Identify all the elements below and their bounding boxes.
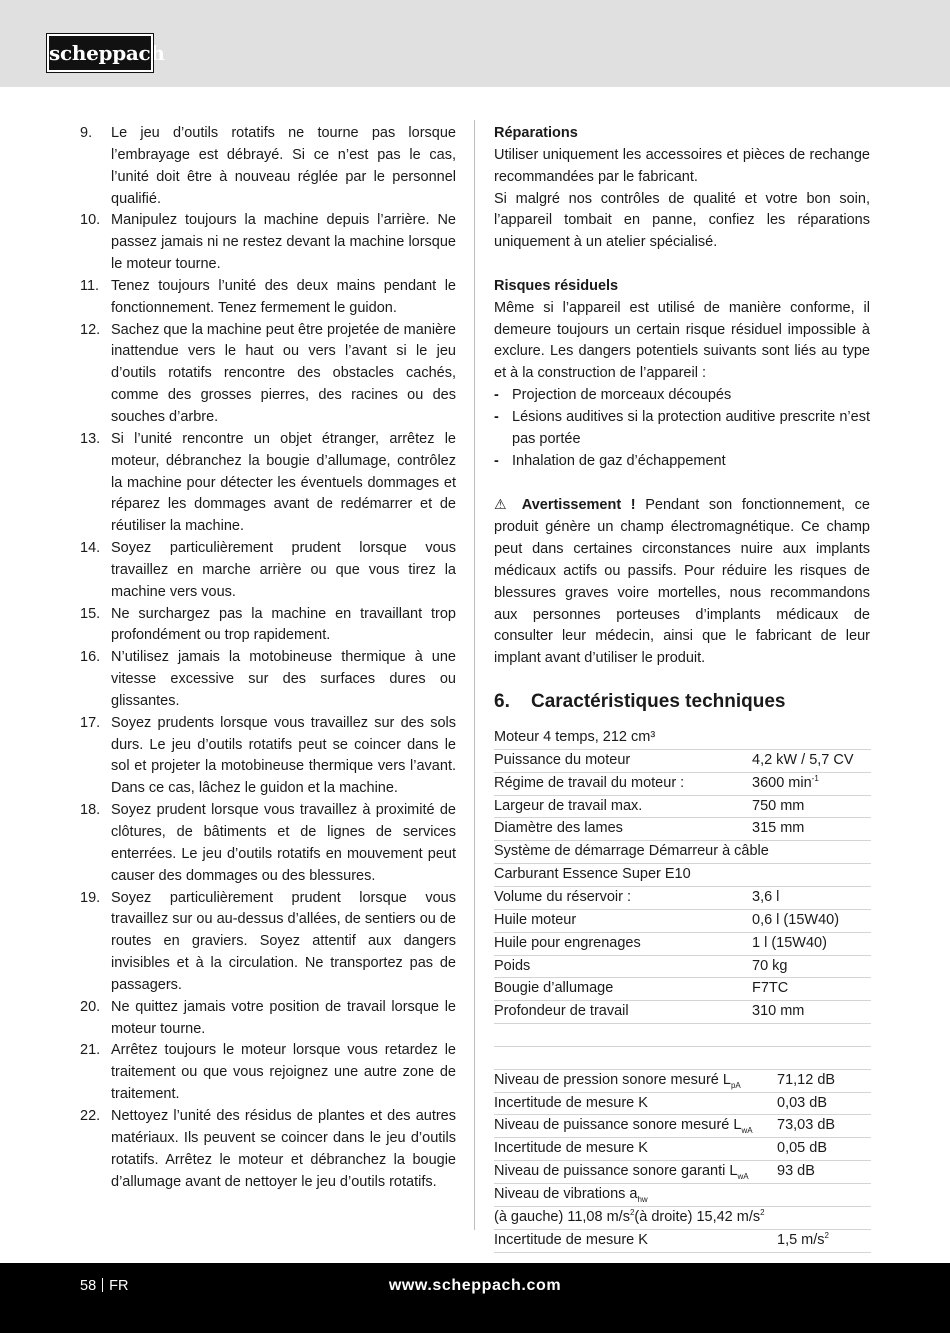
safety-item	[80, 1040, 456, 1106]
safety-item-text: Nettoyez l’unité des résidus de plantes et des autres matériaux. Ils peuvent se coincer dans le jeu d’outils rotatifs. Arrêtez le moteur et débranchez la bougie d’allumage avant de nettoyer le jeu d’outils rotatifs.	[111, 1107, 456, 1190]
spec-table	[494, 727, 871, 1047]
safety-list	[80, 123, 456, 1193]
safety-item-text: Ne quittez jamais votre position de travail lorsque le moteur tourne.	[111, 998, 456, 1037]
table-row	[494, 841, 871, 864]
noise-value: 0,05 dB	[777, 1138, 871, 1161]
safety-item	[80, 276, 456, 320]
safety-item-number: 9.	[80, 125, 93, 141]
spec-value: 315 mm	[752, 818, 871, 841]
safety-item	[80, 888, 456, 997]
table-row	[494, 818, 871, 841]
table-row	[494, 795, 871, 818]
safety-item-number: 11.	[80, 277, 100, 294]
safety-item-text: Ne surchargez pas la machine en travaillant trop profondément ou trop rapidement.	[111, 605, 456, 644]
page-footer	[0, 1263, 950, 1333]
spec-label: Largeur de travail max.	[494, 795, 752, 818]
vibration-table	[494, 1184, 871, 1253]
safety-item	[80, 429, 456, 538]
safety-item	[80, 997, 456, 1041]
noise-value: 73,03 dB	[777, 1115, 871, 1138]
spec-value: 1 l (15W40)	[752, 932, 871, 955]
safety-item-text: Soyez prudents lorsque vous travaillez sur des sols durs. Le jeu d’outils rotatifs peut se coincer dans le sol et projeter la motobineuse thermique vers l’avant. Dans ce cas, lâchez le guidon et la machine.	[111, 714, 456, 797]
spec-label: Système de démarrage Démarreur à câble	[494, 841, 871, 864]
table-row	[494, 1069, 871, 1092]
spec-label: Régime de travail du moteur :	[494, 772, 752, 795]
table-row	[494, 1001, 871, 1024]
table-row	[494, 1092, 871, 1115]
table-row	[494, 887, 871, 910]
safety-item-number: 15.	[80, 605, 101, 622]
table-row	[494, 1138, 871, 1161]
spec-value: 0,6 l (15W40)	[752, 909, 871, 932]
residual-risks-heading: Risques résiduels	[494, 277, 619, 294]
column-divider	[474, 120, 475, 1230]
list-item: - Lésions auditives si la protection auditive prescrite n’est pas portée	[494, 408, 870, 447]
spec-value: 70 kg	[752, 955, 871, 978]
safety-item-text: Arrêtez toujours le moteur lorsque vous retardez le traitement ou que vous rejoignez une autre zone de traitement.	[111, 1042, 456, 1103]
warning-text: Pendant son fonctionnement, ce produit génère un champ électromagnétique. Ce champ peut dans certaines circonstances nuire aux implants médicaux actifs ou passifs. Pour réduire les risques de blessures graves voire mortelles, nous recommandons aux personnes porteuses d’implants médicaux de consulter leur médecin, ainsi que le fabricant de leur implant avant d’utiliser le produit.	[494, 497, 870, 667]
safety-item-text: Le jeu d’outils rotatifs ne tourne pas lorsque l’embrayage est débrayé. Si ce n’est pas le cas, l’unité doit être à nouveau réglée par le personnel qualifié.	[111, 125, 456, 207]
spec-value: 3600 $\min^{-1}$	[752, 772, 871, 795]
table-row	[494, 772, 871, 795]
safety-item-text: Si l’unité rencontre un objet étranger, arrêtez le moteur, débranchez la bougie d’allumage, contrôlez la machine pour détecter les éventuels dommages et réparez les dommages avant de redémarrer et de réutiliser la machine.	[111, 430, 456, 535]
safety-item-number: 16.	[80, 649, 101, 666]
safety-item-number: 20.	[80, 998, 101, 1015]
page-header	[0, 0, 950, 87]
spec-value: 4,2 kW / 5,7 CV	[752, 749, 871, 772]
page-number: 58 FR	[80, 1278, 129, 1294]
noise-value: 93 dB	[777, 1161, 871, 1184]
section-title: 6. Caractéristiques techniques	[494, 691, 786, 713]
noise-label: Incertitude de mesure K	[494, 1138, 777, 1161]
spec-label: Poids	[494, 955, 752, 978]
spec-label: Puissance du moteur	[494, 749, 752, 772]
noise-label: Niveau de pression sonore mesuré $L_{pA}$	[494, 1069, 777, 1092]
table-row	[494, 1115, 871, 1138]
spec-label: Volume du réservoir :	[494, 887, 752, 910]
scheppach-logo: scheppach	[47, 34, 153, 72]
safety-item-number: 18.	[80, 802, 101, 819]
residual-risks-list	[494, 385, 870, 472]
safety-item	[80, 800, 456, 887]
safety-item	[80, 210, 456, 276]
table-row: Niveau de vibrations $a_{hw}$	[494, 1184, 871, 1206]
safety-item-text: Soyez particulièrement prudent lorsque vous travaillez sur ou au-dessus d’allées, de sentiers ou de routes en graviers. Soyez attentif aux dangers invisibles et à la circulation. Ne transportez pas de passagers.	[111, 889, 456, 993]
table-row	[494, 955, 871, 978]
noise-label: Niveau de puissance sonore mesuré $L_{wA}$	[494, 1115, 777, 1138]
table-row	[494, 864, 871, 887]
safety-item-text: N’utilisez jamais la motobineuse thermique à une vitesse excessive sur des surfaces dures ou glissantes.	[111, 649, 456, 709]
warning-paragraph	[494, 494, 870, 670]
table-row	[494, 932, 871, 955]
repairs-paragraph-2: Si malgré nos contrôles de qualité et votre bon soin, l’appareil tombait en panne, confiez les réparations uniquement à un atelier spécialisé.	[494, 190, 870, 251]
safety-item-number: 12.	[80, 321, 101, 338]
safety-item	[80, 1106, 456, 1193]
safety-item-text: Tenez toujours l’unité des deux mains pendant le fonctionnement. Tenez fermement le guidon.	[111, 277, 456, 316]
safety-item-text: Soyez prudent lorsque vous travaillez à proximité de clôtures, de bâtiments et de lignes de services enterrées. Le jeu d’outils rotatifs en mouvement peut causer des dommages ou des blessures.	[111, 802, 456, 884]
safety-item-text: Sachez que la machine peut être projetée de manière inattendue vers le haut ou vers l’avant si le jeu d’outils rotatifs rencontre des obstacles cachés, comme des grosses pierres, des racines ou des souches d’arbre.	[111, 321, 456, 425]
spec-value: F7TC	[752, 978, 871, 1001]
list-item: - Inhalation de gaz d’échappement	[494, 452, 726, 469]
safety-item	[80, 713, 456, 800]
table-row	[494, 749, 871, 772]
spec-label: Bougie d’allumage	[494, 978, 752, 1001]
noise-value: 0,03 dB	[777, 1092, 871, 1115]
safety-item-text: Manipulez toujours la machine depuis l’arrière. Ne passez jamais ni ne restez devant la machine lorsque le moteur tourne.	[111, 212, 456, 273]
safety-item-number: 10.	[80, 212, 101, 229]
spec-label: Profondeur de travail	[494, 1001, 752, 1024]
safety-instructions-column	[80, 123, 456, 1193]
safety-item-text: Soyez particulièrement prudent lorsque vous travaillez en marche arrière ou que vous tirez la machine vers vous.	[111, 540, 456, 600]
noise-label: Niveau de puissance sonore garanti $L_{wA}$	[494, 1161, 777, 1184]
table-row	[494, 1047, 871, 1069]
list-item: - Projection de morceaux découpés	[494, 387, 732, 404]
safety-item	[80, 320, 456, 429]
spec-label: Carburant Essence Super E10	[494, 864, 871, 887]
residual-risks-intro: Même si l’appareil est utilisé de manière conforme, il demeure toujours un certain risque résiduel impossible à exclure. Les dangers potentiels suivants sont liés au type et à la construction de l’appareil :	[494, 299, 870, 382]
table-row	[494, 1161, 871, 1184]
safety-item	[80, 604, 456, 648]
safety-item-number: 22.	[80, 1107, 101, 1124]
safety-item	[80, 538, 456, 604]
table-row: Moteur 4 temps, 212 cm³	[494, 727, 871, 749]
table-row: Incertitude de mesure K 1,5 $m/s^2$	[494, 1229, 871, 1252]
safety-item	[80, 647, 456, 713]
warning-label: Avertissement !	[521, 497, 636, 514]
spec-value: 3,6 l	[752, 887, 871, 910]
spec-label: Huile moteur	[494, 909, 752, 932]
spec-value: 750 mm	[752, 795, 871, 818]
spec-value: 310 mm	[752, 1001, 871, 1024]
noise-label: Incertitude de mesure K	[494, 1092, 777, 1115]
safety-item	[80, 123, 456, 210]
safety-item-number: 13.	[80, 430, 101, 447]
safety-item-number: 14.	[80, 540, 101, 557]
right-column	[494, 123, 870, 1253]
table-row: (à gauche) 11,08 $m/s^2(à$ droite) 15,42 $m/s^2$	[494, 1206, 871, 1229]
table-row	[494, 978, 871, 1001]
table-row	[494, 909, 871, 932]
safety-item-number: 21.	[80, 1042, 101, 1059]
spec-label: Huile pour engrenages	[494, 932, 752, 955]
safety-item-number: 19.	[80, 889, 101, 906]
website-link[interactable]: www.scheppach.com	[388, 1277, 562, 1294]
spec-label: Diamètre des lames	[494, 818, 752, 841]
repairs-paragraph-1: Utiliser uniquement les accessoires et pièces de rechange recommandées par le fabricant.	[494, 146, 870, 185]
noise-value: 71,12 dB	[777, 1069, 871, 1092]
safety-item-number: 17.	[80, 714, 101, 731]
warning-triangle-icon: ⚠	[494, 496, 513, 513]
noise-table	[494, 1047, 871, 1184]
repairs-heading: Réparations	[494, 125, 578, 141]
